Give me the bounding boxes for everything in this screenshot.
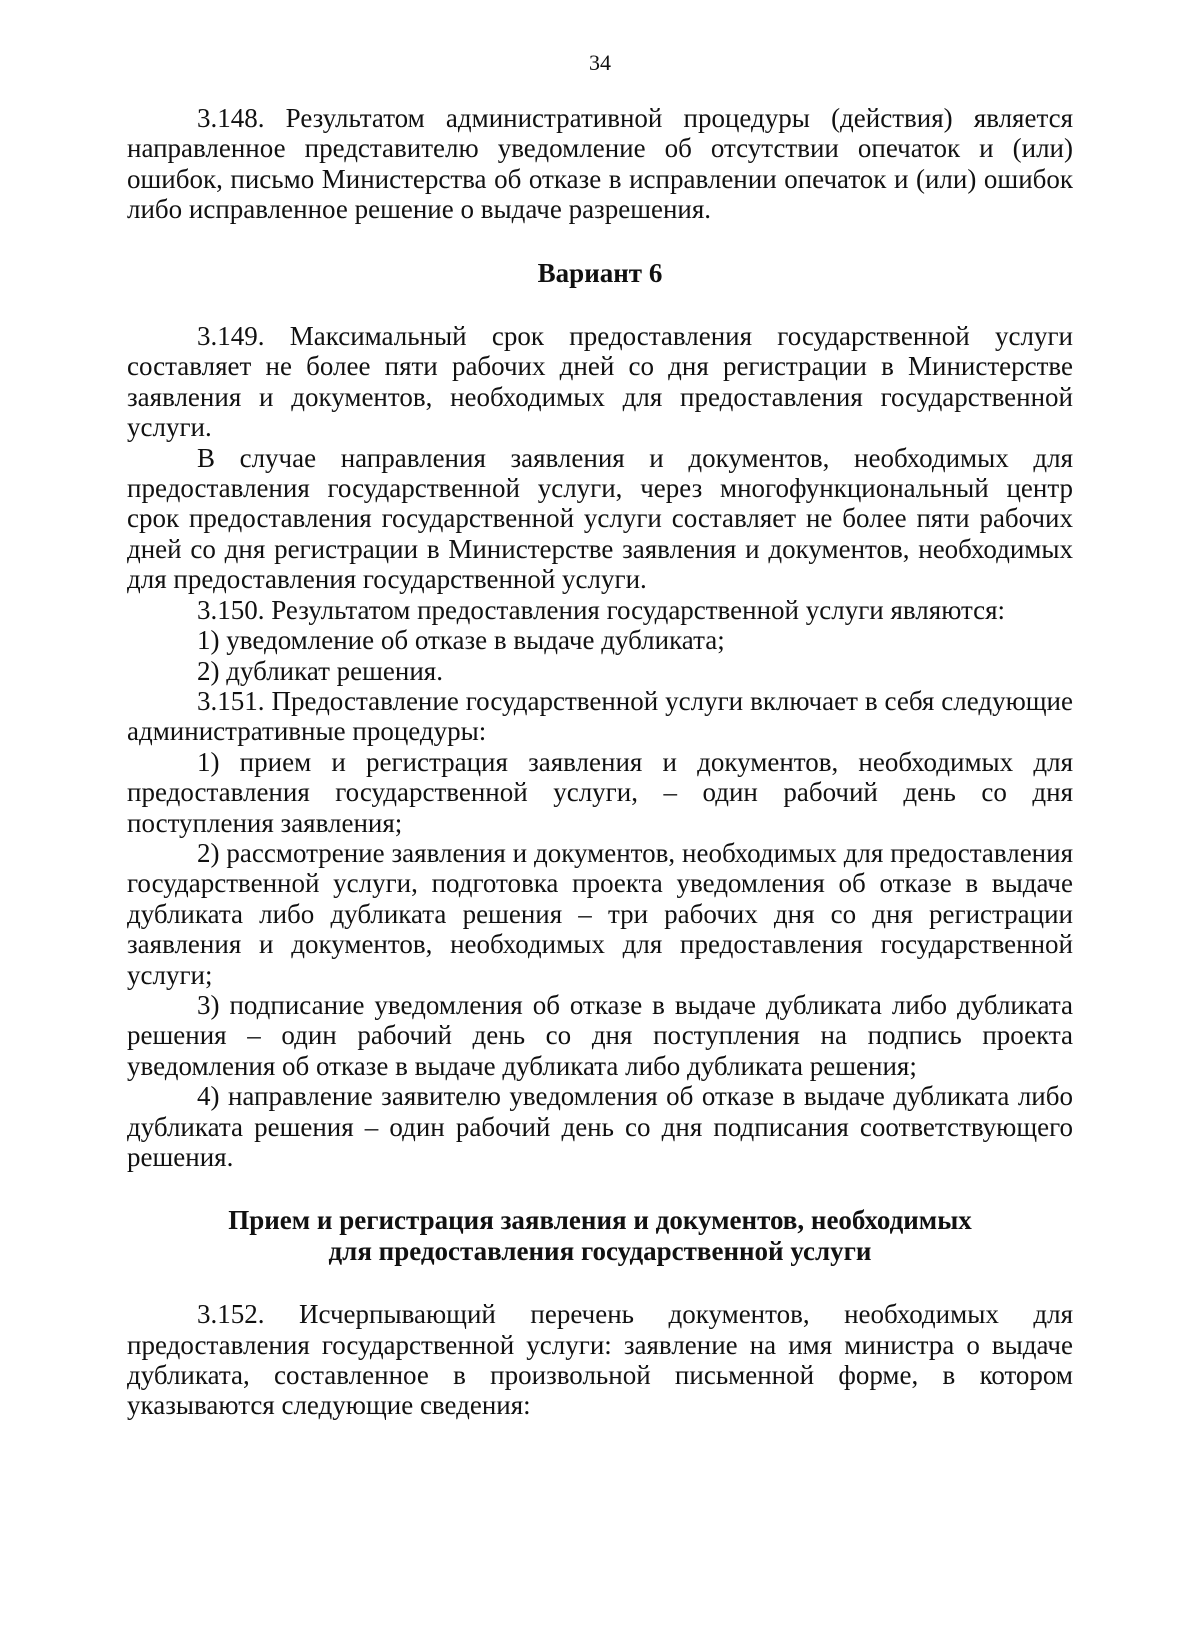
section-heading-reception-line-1: Прием и регистрация заявления и документов, необходимых (228, 1205, 972, 1236)
paragraph-3-148: 3.148. Результатом административной процедуры (действия) является направленное представителю уведомление об отсутствии опечаток и (или) ошибок, письмо Министерства об отказе в исправлении опечаток и (или) ошибок либо исправленное решение о выдаче разрешения. (127, 103, 1073, 225)
list-item-result-1: 1) уведомление об отказе в выдаче дубликата; (197, 625, 725, 656)
document-body (127, 103, 1073, 1421)
list-item-result-2: 2) дубликат решения. (197, 655, 443, 686)
paragraph-3-150: 3.150. Результатом предоставления государственной услуги являются: (197, 594, 1006, 625)
section-heading-variant: Вариант 6 (537, 257, 663, 288)
paragraph-3-149: 3.149. Максимальный срок предоставления государственной услуги составляет не более пяти рабочих дней со дня регистрации в Министерстве заявления и документов, необходимых для предоставления государственной услуги. (127, 321, 1073, 443)
paragraph-3-151: 3.151. Предоставление государственной услуги включает в себя следующие административные процедуры: (127, 685, 1073, 747)
section-heading-reception (127, 1205, 1073, 1266)
paragraph-mfc-case: В случае направления заявления и документов, необходимых для предоставления государственной услуги, через многофункциональный центр срок предоставления государственной услуги составляет не более пяти рабочих дней со дня регистрации в Министерстве заявления и документов, необходимых для предоставления государственной услуги. (127, 442, 1073, 595)
list-item-procedure-4: 4) направление заявителю уведомления об отказе в выдаче дубликата либо дубликата решения – один рабочий день со дня подписания соответствующего решения. (127, 1081, 1073, 1172)
list-item-procedure-2: 2) рассмотрение заявления и документов, необходимых для предоставления государственной услуги, подготовка проекта уведомления об отказе в выдаче дубликата либо дубликата решения – три рабочих дня со дня регистрации заявления и документов, необходимых для предоставления государственной услуги; (127, 837, 1073, 990)
section-heading-reception-line-2: для предоставления государственной услуги (328, 1235, 872, 1266)
list-item-procedure-3: 3) подписание уведомления об отказе в выдаче дубликата либо дубликата решения – один рабочий день со дня поступления на подпись проекта уведомления об отказе в выдаче дубликата либо дубликата решения; (127, 989, 1073, 1081)
list-item-procedure-1: 1) прием и регистрация заявления и документов, необходимых для предоставления государственной услуги, – один рабочий день со дня поступления заявления; (127, 746, 1073, 838)
page-number: 34 (589, 50, 611, 75)
paragraph-3-152: 3.152. Исчерпывающий перечень документов, необходимых для предоставления государственной услуги: заявление на имя министра о выдаче дубликата, составленное в произвольной письменной форме, в котором указываются следующие сведения: (127, 1299, 1073, 1421)
